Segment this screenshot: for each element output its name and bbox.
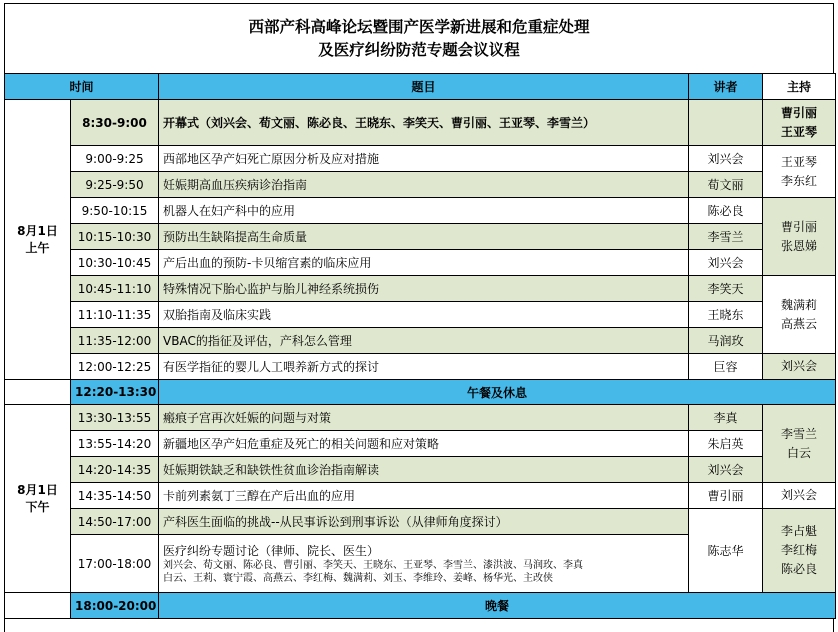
host-cell: [763, 100, 836, 146]
session-speaker: 刘兴会: [689, 146, 763, 172]
blank-cell: [5, 593, 71, 619]
table-row: [5, 276, 836, 302]
host-name: 王亚琴: [781, 154, 818, 169]
table-row: [5, 509, 836, 535]
session-time: 9:25-9:50: [71, 172, 159, 198]
session-speaker: 李雪兰: [689, 224, 763, 250]
session-time: 10:15-10:30: [71, 224, 159, 250]
session-speaker: 陈必良: [689, 198, 763, 224]
host-name: 李红梅: [781, 543, 818, 557]
lunch-label: 午餐及休息: [159, 380, 836, 405]
session-speaker: 李笑天: [689, 276, 763, 302]
dinner-row: [5, 593, 836, 619]
session-topic: 卡前列素氨丁三醇在产后出血的应用: [159, 483, 689, 509]
session-speaker: 荀文丽: [689, 172, 763, 198]
header-topic: 题目: [159, 74, 689, 100]
table-row: [5, 302, 836, 328]
session-topic: 瘢痕子宫再次妊娠的问题与对策: [159, 405, 689, 431]
agenda-title: [5, 4, 833, 73]
table-row: [5, 146, 836, 172]
lunch-time: 12:20-13:30: [71, 380, 159, 405]
session-topic: 新疆地区孕产妇危重症及死亡的相关问题和应对策略: [159, 431, 689, 457]
host-name: 李占魁: [781, 524, 818, 538]
table-row: [5, 172, 836, 198]
participants-line-1: 刘兴会、荀文丽、陈必良、曹引丽、李笑天、王晓东、王亚琴、李雪兰、漆洪波、马润玫、李真: [163, 560, 584, 571]
table-row: [5, 457, 836, 483]
session-speaker: 李真: [689, 405, 763, 431]
host-cell: [763, 405, 836, 483]
table-row: [5, 100, 836, 146]
table-row: [5, 483, 836, 509]
session-topic: 特殊情况下胎心监护与胎儿神经系统损伤: [159, 276, 689, 302]
session-topic: 有医学指征的婴儿人工喂养新方式的探讨: [159, 354, 689, 380]
session-speaker: 巨容: [689, 354, 763, 380]
table-row: [5, 250, 836, 276]
table-row: [5, 198, 836, 224]
session-topic: 产科医生面临的挑战--从民事诉讼到刑事诉讼（从律师角度探讨）: [159, 509, 689, 535]
morning-day-cell: [5, 100, 71, 380]
header-speaker: 讲者: [689, 74, 763, 100]
session-time: 14:35-14:50: [71, 483, 159, 509]
host-name: 王亚琴: [781, 124, 818, 139]
session-time: 10:30-10:45: [71, 250, 159, 276]
host-name: 魏满莉: [781, 297, 818, 312]
session-topic: 机器人在妇产科中的应用: [159, 198, 689, 224]
dinner-label: 晚餐: [159, 593, 836, 619]
table-row: [5, 405, 836, 431]
table-row: [5, 224, 836, 250]
session-time: 11:10-11:35: [71, 302, 159, 328]
session-speaker: 朱启英: [689, 431, 763, 457]
morning-period: 上午: [25, 240, 50, 255]
lunch-row: [5, 380, 836, 405]
table-header-row: [5, 74, 836, 100]
session-topic: 医疗纠纷专题讨论（律师、院长、医生）: [163, 544, 380, 558]
host-cell: [763, 198, 836, 276]
session-speaker: 陈志华: [689, 509, 763, 593]
host-name: 刘兴会: [781, 488, 818, 502]
table-row: [5, 328, 836, 354]
host-name: 曹引丽: [781, 219, 818, 234]
session-topic: VBAC的指征及评估，产科怎么管理: [159, 328, 689, 354]
host-name: 陈必良: [781, 562, 818, 576]
session-speaker: 王晓东: [689, 302, 763, 328]
session-speaker: 刘兴会: [689, 457, 763, 483]
session-topic: 妊娠期铁缺乏和缺铁性贫血诊治指南解读: [159, 457, 689, 483]
session-time: 14:20-14:35: [71, 457, 159, 483]
host-name: 刘兴会: [781, 359, 818, 373]
host-name: 李雪兰: [781, 426, 818, 441]
session-speaker: 刘兴会: [689, 250, 763, 276]
host-cell: [763, 354, 836, 380]
afternoon-period: 下午: [25, 499, 50, 514]
host-name: 白云: [787, 445, 812, 460]
session-time: 13:55-14:20: [71, 431, 159, 457]
session-time: 14:50-17:00: [71, 509, 159, 535]
agenda-sheet: [4, 3, 834, 632]
session-time: 12:00-12:25: [71, 354, 159, 380]
agenda-table: [4, 73, 836, 619]
session-topic: 预防出生缺陷提高生命质量: [159, 224, 689, 250]
session-time: 9:00-9:25: [71, 146, 159, 172]
host-cell: [763, 483, 836, 509]
host-name: 高燕云: [781, 316, 818, 331]
session-time: 11:35-12:00: [71, 328, 159, 354]
session-speaker: 马润玫: [689, 328, 763, 354]
session-topic: 产后出血的预防-卡贝缩宫素的临床应用: [159, 250, 689, 276]
afternoon-day-cell: [5, 405, 71, 593]
session-topic: 妊娠期高血压疾病诊治指南: [159, 172, 689, 198]
session-time: 8:30-9:00: [71, 100, 159, 146]
title-line-1: 西部产科高峰论坛暨围产医学新进展和危重症处理: [248, 17, 590, 36]
session-time: 17:00-18:00: [71, 535, 159, 593]
session-speaker: [689, 100, 763, 146]
header-time: 时间: [5, 74, 159, 100]
afternoon-date: 8月1日: [17, 482, 58, 497]
session-topic: 西部地区孕产妇死亡原因分析及应对措施: [159, 146, 689, 172]
host-name: 李东红: [781, 173, 818, 188]
title-line-2: 及医疗纠纷防范专题会议议程: [318, 40, 520, 59]
session-topic: 开幕式（刘兴会、荀文丽、陈必良、王晓东、李笑天、曹引丽、王亚琴、李雪兰）: [159, 100, 689, 146]
host-cell: [763, 276, 836, 354]
participants-line-2: 白云、王莉、寰宁霞、高燕云、李红梅、魏满莉、刘玉、李维玲、姜峰、杨华光、主改侠: [163, 573, 554, 584]
header-host: 主持: [763, 74, 836, 100]
blank-cell: [5, 380, 71, 405]
host-cell: [763, 146, 836, 198]
table-row: [5, 431, 836, 457]
session-speaker: 曹引丽: [689, 483, 763, 509]
session-time: 13:30-13:55: [71, 405, 159, 431]
host-name: 张恩娣: [781, 238, 818, 253]
table-row: [5, 354, 836, 380]
session-time: 9:50-10:15: [71, 198, 159, 224]
host-cell: [763, 509, 836, 593]
dinner-time: 18:00-20:00: [71, 593, 159, 619]
host-name: 曹引丽: [781, 105, 818, 120]
morning-date: 8月1日: [17, 223, 58, 238]
session-time: 10:45-11:10: [71, 276, 159, 302]
discussion-cell: [159, 535, 689, 593]
session-topic: 双胎指南及临床实践: [159, 302, 689, 328]
